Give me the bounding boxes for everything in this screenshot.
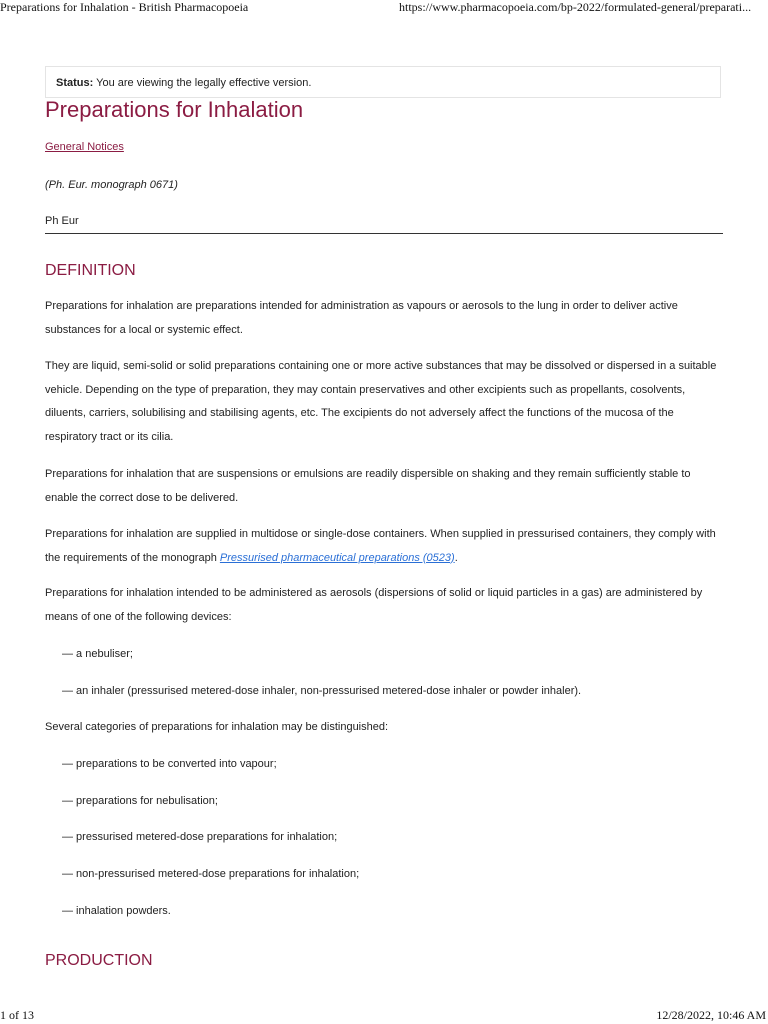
print-datetime: 12/28/2022, 10:46 AM xyxy=(656,1008,766,1022)
ph-eur-marker: Ph Eur xyxy=(45,215,79,227)
print-page-title: Preparations for Inhalation - British Pharmacopoeia xyxy=(0,0,249,14)
print-header xyxy=(0,0,768,18)
paragraph-4-text: Preparations for inhalation are supplied in multidose or single-dose containers. When supplied in pressurised containers, they comply with the requirements of the monograph xyxy=(45,528,716,564)
general-notices-link[interactable]: General Notices xyxy=(45,141,124,153)
pressurised-preparations-link[interactable]: Pressurised pharmaceutical preparations (0523) xyxy=(219,551,455,564)
production-heading: PRODUCTION xyxy=(45,952,153,969)
definition-paragraph-2: They are liquid, semi-solid or solid preparations containing one or more active substances that may be dissolved or dispersed in a suitable vehicle. Depending on the type of preparation, they may contain preservatives and other excipients such as propellants, cosolvents, diluents, carriers, solubilising and stabilising agents, etc. The excipients do not adversely affect the functions of the mucosa of the respiratory tract or its cilia. xyxy=(45,360,717,443)
category-list-item: — preparations to be converted into vapour; xyxy=(62,758,277,770)
categories-intro: Several categories of preparations for inhalation may be distinguished: xyxy=(45,721,389,733)
status-label: Status: xyxy=(56,77,94,89)
status-banner xyxy=(45,66,721,98)
definition-paragraph-5: Preparations for inhalation intended to be administered as aerosols (dispersions of solid or liquid particles in a gas) are administered by means of one of the following devices: xyxy=(45,587,703,623)
category-list-item: — pressurised metered-dose preparations for inhalation; xyxy=(62,831,338,843)
definition-paragraph-1: Preparations for inhalation are preparations intended for administration as vapours or aerosols to the lung in order to deliver active substances for a local or systemic effect. xyxy=(45,300,678,336)
section-divider xyxy=(45,233,723,234)
print-url: https://www.pharmacopoeia.com/bp-2022/formulated-general/preparati... xyxy=(399,0,752,14)
status-text: You are viewing the legally effective version. xyxy=(96,77,312,89)
definition-heading: DEFINITION xyxy=(45,262,136,279)
print-footer xyxy=(0,1008,768,1024)
category-list-item: — preparations for nebulisation; xyxy=(62,795,218,807)
paragraph-4-end: . xyxy=(454,551,458,564)
definition-paragraph-3: Preparations for inhalation that are suspensions or emulsions are readily dispersible on shaking and they remain sufficiently stable to enable the correct dose to be delivered. xyxy=(45,468,691,504)
page-count: 1 of 13 xyxy=(0,1008,34,1022)
device-list-item: — a nebuliser; xyxy=(62,648,133,660)
definition-paragraph-4 xyxy=(45,523,723,570)
category-list-item: — inhalation powders. xyxy=(62,905,171,917)
monograph-reference: (Ph. Eur. monograph 0671) xyxy=(45,179,178,191)
device-list-item: — an inhaler (pressurised metered-dose inhaler, non-pressurised metered-dose inhaler or powder inhaler). xyxy=(62,685,582,697)
page-title: Preparations for Inhalation xyxy=(45,97,304,122)
category-list-item: — non-pressurised metered-dose preparations for inhalation; xyxy=(62,868,360,880)
